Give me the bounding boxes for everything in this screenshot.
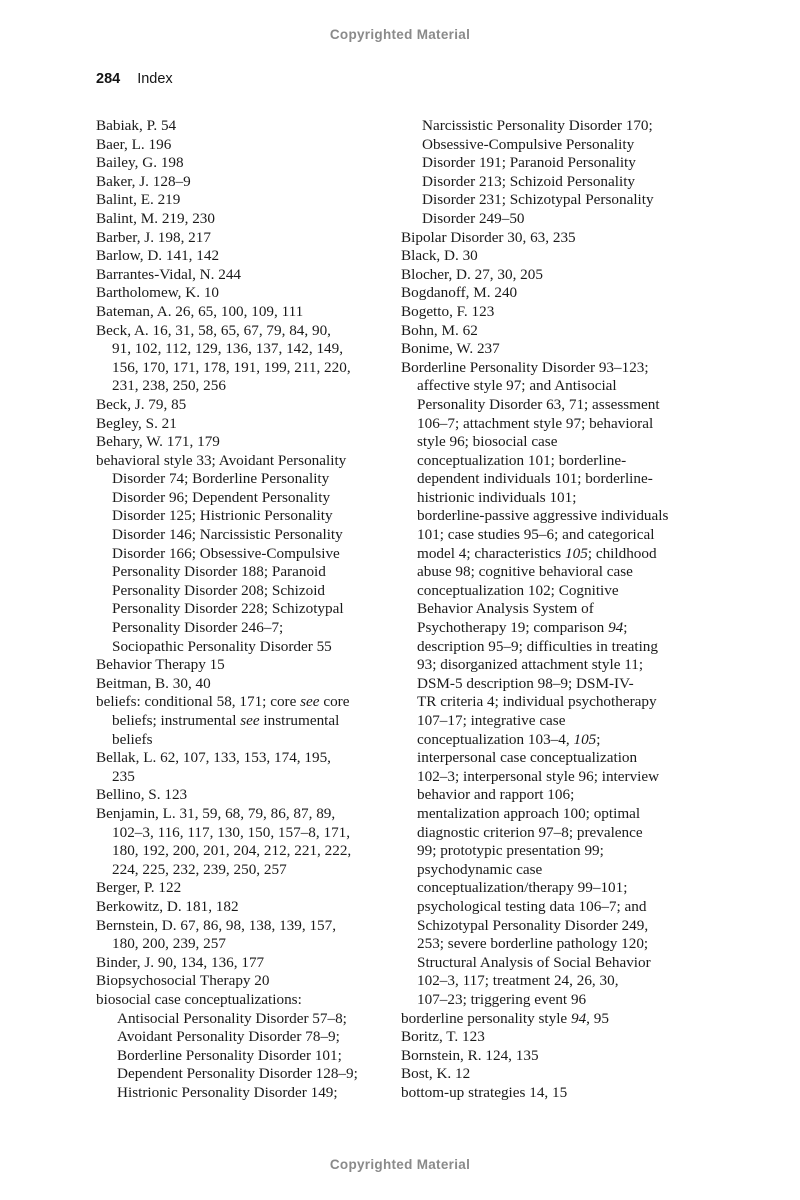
index-line: conceptualization 103–4, 105; bbox=[417, 730, 601, 748]
index-line: Avoidant Personality Disorder 78–9; bbox=[117, 1028, 340, 1046]
index-line: Disorder 96; Dependent Personality bbox=[112, 488, 331, 506]
index-line: Disorder 74; Borderline Personality bbox=[112, 470, 330, 488]
index-line: Behary, W. 171, 179 bbox=[96, 433, 220, 451]
index-line: Narcissistic Personality Disorder 170; bbox=[422, 117, 653, 134]
index-line: 180, 200, 239, 257 bbox=[112, 935, 226, 953]
index-line: Beck, J. 79, 85 bbox=[96, 395, 187, 413]
index-line: Biopsychosocial Therapy 20 bbox=[96, 972, 270, 990]
index-line: DSM-5 description 98–9; DSM-IV- bbox=[417, 674, 634, 692]
index-line: 107–17; integrative case bbox=[417, 712, 566, 729]
index-line: Disorder 166; Obsessive-Compulsive bbox=[112, 544, 340, 562]
index-line: 224, 225, 232, 239, 250, 257 bbox=[112, 860, 287, 878]
index-line: biosocial case conceptualizations: bbox=[96, 990, 302, 1008]
index-line: Sociopathic Personality Disorder 55 bbox=[112, 637, 332, 655]
copyright-notice-bottom: Copyrighted Material bbox=[329, 1157, 471, 1172]
index-line: Disorder 191; Paranoid Personality bbox=[422, 154, 636, 172]
index-line: Berkowitz, D. 181, 182 bbox=[96, 897, 239, 915]
index-line: Bogetto, F. 123 bbox=[401, 302, 495, 320]
index-line: conceptualization/therapy 99–101; bbox=[417, 879, 628, 897]
index-line: Behavior Analysis System of bbox=[417, 600, 594, 618]
index-line: 102–3; interpersonal style 96; interview bbox=[417, 767, 660, 785]
index-line: Berger, P. 122 bbox=[96, 879, 182, 897]
index-line: Bartholomew, K. 10 bbox=[96, 284, 220, 302]
index-line: Beitman, B. 30, 40 bbox=[96, 674, 211, 692]
index-line: Bailey, G. 198 bbox=[96, 154, 184, 172]
index-line: Personality Disorder 246–7; bbox=[112, 619, 284, 637]
index-line: 99; prototypic presentation 99; bbox=[417, 842, 604, 860]
page-header bbox=[96, 71, 173, 87]
index-line: 102–3, 116, 117, 130, 150, 157–8, 171, bbox=[112, 823, 351, 841]
index-line: Beck, A. 16, 31, 58, 65, 67, 79, 84, 90, bbox=[96, 321, 331, 339]
index-column-left bbox=[96, 117, 398, 1102]
index-line: Barrantes-Vidal, N. 244 bbox=[96, 265, 242, 283]
index-line: Borderline Personality Disorder 93–123; bbox=[401, 358, 649, 376]
index-line: psychological testing data 106–7; and bbox=[417, 897, 647, 915]
index-line: Bornstein, R. 124, 135 bbox=[401, 1046, 539, 1064]
section-title: Index bbox=[137, 71, 173, 87]
index-line: Bost, K. 12 bbox=[401, 1065, 471, 1083]
index-line: 102–3, 117; treatment 24, 26, 30, bbox=[417, 972, 619, 990]
index-line: affective style 97; and Antisocial bbox=[417, 377, 617, 395]
index-line: Baker, J. 128–9 bbox=[96, 172, 191, 190]
copyright-notice-top: Copyrighted Material bbox=[329, 27, 471, 42]
index-line: 93; disorganized attachment style 11; bbox=[417, 656, 644, 674]
index-line: Behavior Therapy 15 bbox=[96, 656, 225, 674]
index-line: beliefs bbox=[112, 730, 153, 748]
index-line: Babiak, P. 54 bbox=[96, 117, 177, 134]
index-line: Bohn, M. 62 bbox=[401, 321, 478, 339]
index-line: beliefs: conditional 58, 171; core see core bbox=[96, 693, 350, 711]
index-line: behavior and rapport 106; bbox=[417, 786, 575, 804]
index-line: Bellak, L. 62, 107, 133, 153, 174, 195, bbox=[96, 749, 331, 767]
index-line: diagnostic criterion 97–8; prevalence bbox=[417, 823, 643, 841]
index-line: abuse 98; cognitive behavioral case bbox=[417, 563, 633, 581]
index-line: Disorder 213; Schizoid Personality bbox=[422, 172, 636, 190]
index-line: Bellino, S. 123 bbox=[96, 786, 188, 804]
index-line: Personality Disorder 208; Schizoid bbox=[112, 581, 326, 599]
index-line: Binder, J. 90, 134, 136, 177 bbox=[96, 953, 265, 971]
index-line: Benjamin, L. 31, 59, 68, 79, 86, 87, 89, bbox=[96, 804, 336, 822]
index-line: Personality Disorder 63, 71; assessment bbox=[417, 395, 660, 413]
index-line: borderline-passive aggressive individuals bbox=[417, 507, 669, 525]
index-line: psychodynamic case bbox=[417, 860, 543, 878]
index-line: Personality Disorder 188; Paranoid bbox=[112, 563, 326, 581]
index-line: Bipolar Disorder 30, 63, 235 bbox=[401, 228, 576, 246]
index-line: Bateman, A. 26, 65, 100, 109, 111 bbox=[96, 302, 304, 320]
index-line: Psychotherapy 19; comparison 94; bbox=[417, 619, 628, 637]
index-line: 253; severe borderline pathology 120; bbox=[417, 935, 649, 953]
index-line: conceptualization 102; Cognitive bbox=[417, 581, 619, 599]
index-line: interpersonal case conceptualization bbox=[417, 749, 638, 767]
index-line: Barber, J. 198, 217 bbox=[96, 228, 211, 246]
index-line: Personality Disorder 228; Schizotypal bbox=[112, 600, 344, 618]
index-line: 235 bbox=[112, 767, 135, 785]
index-line: Baer, L. 196 bbox=[96, 135, 172, 153]
index-line: Bernstein, D. 67, 86, 98, 138, 139, 157, bbox=[96, 916, 337, 934]
index-line: Disorder 231; Schizotypal Personality bbox=[422, 191, 654, 209]
index-line: conceptualization 101; borderline- bbox=[417, 451, 627, 469]
index-line: Blocher, D. 27, 30, 205 bbox=[401, 265, 543, 283]
index-line: Schizotypal Personality Disorder 249, bbox=[417, 916, 649, 934]
index-line: Begley, S. 21 bbox=[96, 414, 177, 432]
index-line: 156, 170, 171, 178, 191, 199, 211, 220, bbox=[112, 358, 351, 376]
index-line: Balint, E. 219 bbox=[96, 191, 181, 209]
index-line: Barlow, D. 141, 142 bbox=[96, 247, 220, 265]
index-line: mentalization approach 100; optimal bbox=[417, 804, 641, 822]
index-line: model 4; characteristics 105; childhood bbox=[417, 544, 657, 562]
index-line: 101; case studies 95–6; and categorical bbox=[417, 526, 655, 544]
index-line: Bogdanoff, M. 240 bbox=[401, 284, 518, 302]
index-line: Obsessive-Compulsive Personality bbox=[422, 135, 635, 153]
index-line: Boritz, T. 123 bbox=[401, 1028, 485, 1046]
index-line: 107–23; triggering event 96 bbox=[417, 990, 587, 1008]
index-line: 180, 192, 200, 201, 204, 212, 221, 222, bbox=[112, 842, 352, 860]
index-line: Disorder 125; Histrionic Personality bbox=[112, 507, 333, 525]
page-number: 284 bbox=[96, 71, 121, 87]
index-line: 91, 102, 112, 129, 136, 137, 142, 149, bbox=[112, 340, 344, 358]
index-line: description 95–9; difficulties in treating bbox=[417, 637, 658, 655]
index-line: Borderline Personality Disorder 101; bbox=[117, 1046, 342, 1064]
index-line: beliefs; instrumental see instrumental bbox=[112, 712, 340, 729]
index-line: Antisocial Personality Disorder 57–8; bbox=[117, 1009, 347, 1027]
index-column-right bbox=[401, 117, 719, 1102]
index-line: Disorder 249–50 bbox=[422, 209, 525, 227]
index-line: histrionic individuals 101; bbox=[417, 488, 577, 506]
index-line: 106–7; attachment style 97; behavioral bbox=[417, 414, 654, 432]
index-line: style 96; biosocial case bbox=[417, 433, 558, 451]
index-line: Black, D. 30 bbox=[401, 247, 478, 265]
index-line: Structural Analysis of Social Behavior bbox=[417, 953, 651, 971]
index-line: TR criteria 4; individual psychotherapy bbox=[417, 693, 657, 711]
index-line: dependent individuals 101; borderline- bbox=[417, 470, 653, 488]
index-line: Histrionic Personality Disorder 149; bbox=[117, 1083, 338, 1101]
index-line: Bonime, W. 237 bbox=[401, 340, 500, 358]
index-line: behavioral style 33; Avoidant Personality bbox=[96, 451, 347, 469]
index-line: Dependent Personality Disorder 128–9; bbox=[117, 1065, 358, 1083]
index-line: borderline personality style 94, 95 bbox=[401, 1009, 609, 1027]
index-line: Disorder 146; Narcissistic Personality bbox=[112, 526, 343, 544]
index-line: 231, 238, 250, 256 bbox=[112, 377, 226, 395]
index-line: Balint, M. 219, 230 bbox=[96, 209, 215, 227]
index-line: bottom-up strategies 14, 15 bbox=[401, 1083, 568, 1101]
